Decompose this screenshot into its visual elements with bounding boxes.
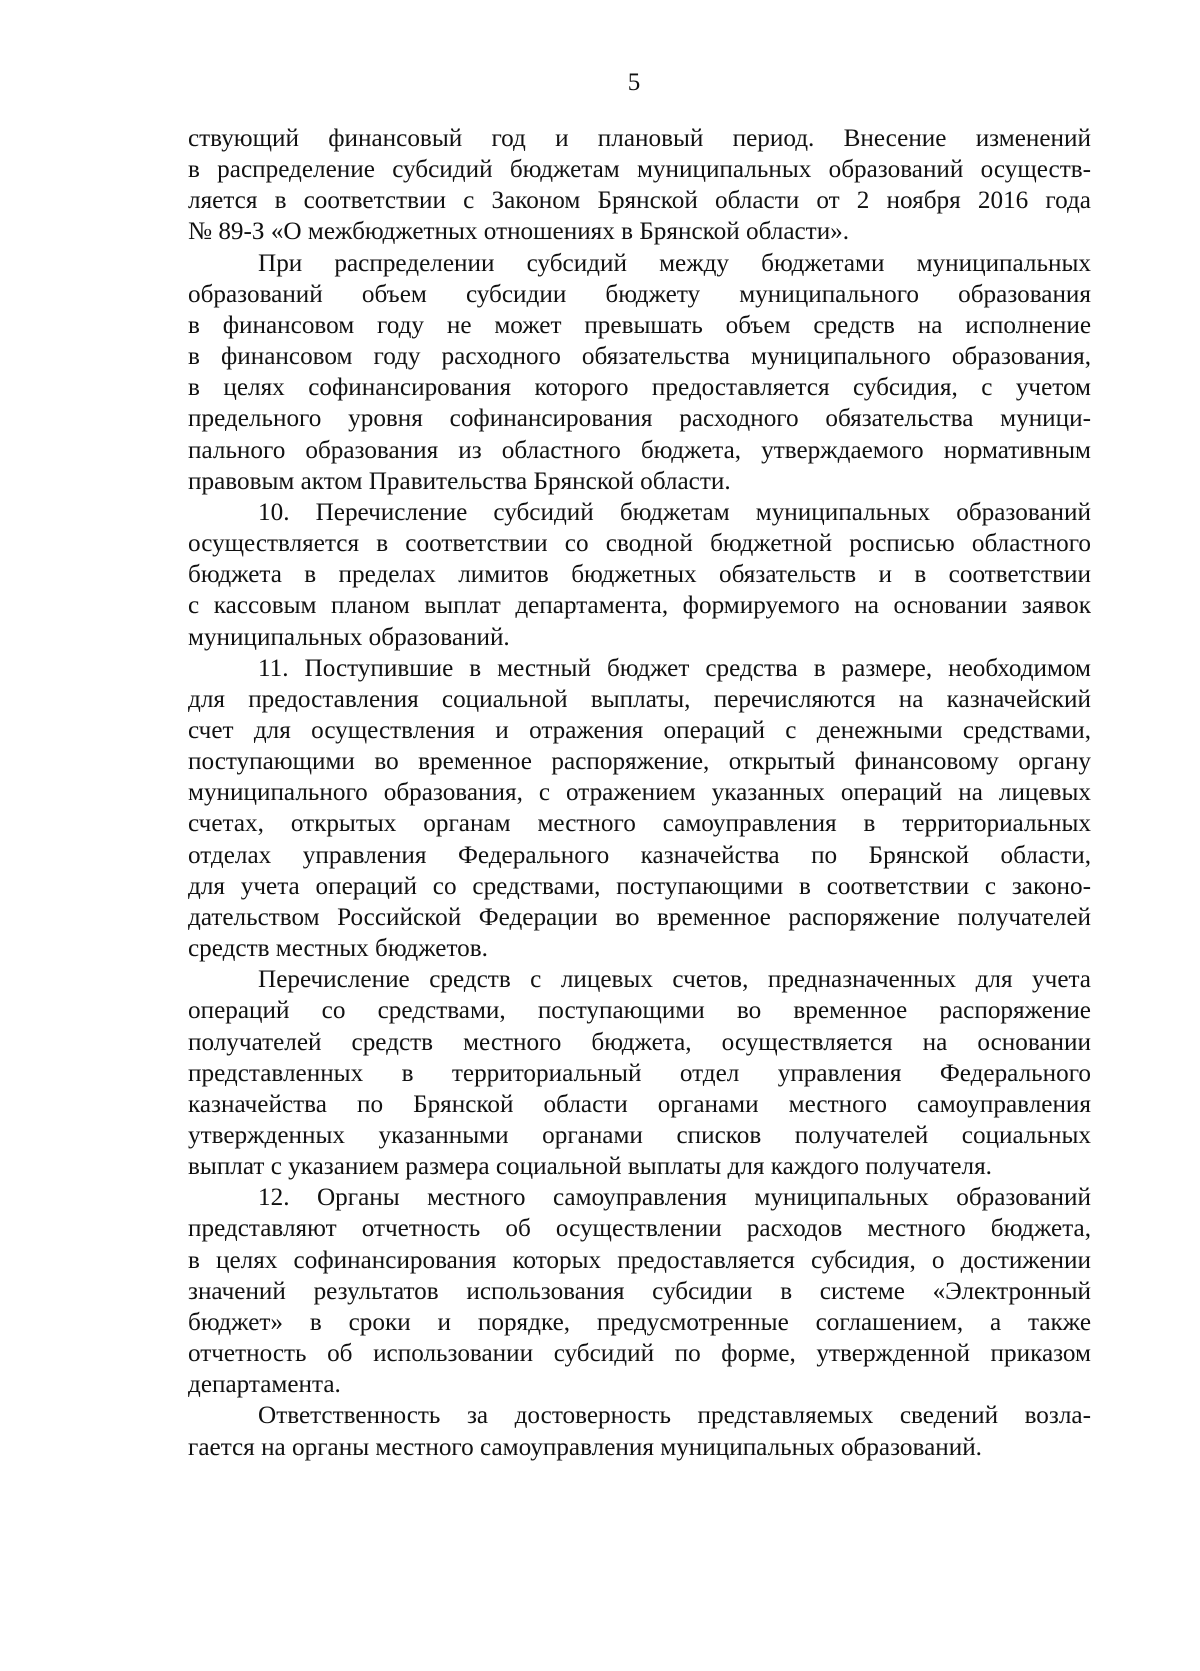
text-line: отчетность об использовании субсидий по форме, утвержденной приказом bbox=[188, 1340, 1091, 1368]
text-line: представленных в территориальный отдел управления Федерального bbox=[188, 1059, 1091, 1087]
text-line: в распределение субсидий бюджетам муниципальных образований осуществ- bbox=[188, 156, 1091, 184]
paragraph bbox=[188, 653, 1091, 965]
text-line: При распределении субсидий между бюджетами муниципальных bbox=[258, 249, 1091, 277]
text-line: 12. Органы местного самоуправления муниципальных образований bbox=[258, 1184, 1091, 1212]
text-line: дательством Российской Федерации во временное распоряжение получателей bbox=[188, 903, 1091, 931]
paragraph bbox=[188, 964, 1091, 1182]
text-line: 10. Перечисление субсидий бюджетам муниципальных образований bbox=[258, 498, 1091, 526]
paragraph bbox=[188, 1182, 1091, 1400]
text-line: для предоставления социальной выплаты, перечисляются на казначейский bbox=[188, 685, 1091, 713]
text-line: бюджет» в сроки и порядке, предусмотренные соглашением, а также bbox=[188, 1308, 1091, 1336]
text-line: предельного уровня софинансирования расходного обязательства муници- bbox=[188, 405, 1091, 433]
text-line: с кассовым планом выплат департамента, формируемого на основании заявок bbox=[188, 592, 1091, 620]
text-line: ствующий финансовый год и плановый период. Внесение изменений bbox=[188, 125, 1091, 152]
text-line: муниципальных образований. bbox=[188, 623, 510, 651]
paragraph bbox=[188, 248, 1091, 497]
document-body bbox=[188, 123, 1091, 1463]
text-line: счетах, открытых органам местного самоуправления в территориальных bbox=[188, 810, 1091, 838]
text-line: для учета операций со средствами, поступающими в соответствии с законо- bbox=[188, 872, 1091, 900]
paragraph bbox=[188, 123, 1091, 248]
paragraph bbox=[188, 497, 1091, 653]
text-line: 11. Поступившие в местный бюджет средства в размере, необходимом bbox=[258, 654, 1091, 682]
text-line: поступающими во временное распоряжение, открытый финансовому органу bbox=[188, 748, 1091, 776]
text-line: в целях софинансирования которых предоставляется субсидия, о достижении bbox=[188, 1246, 1091, 1274]
text-line: осуществляется в соответствии со сводной бюджетной росписью областного bbox=[188, 530, 1091, 558]
text-line: пального образования из областного бюджета, утверждаемого нормативным bbox=[188, 436, 1091, 464]
text-line: бюджета в пределах лимитов бюджетных обязательств и в соответствии bbox=[188, 561, 1091, 589]
text-line: казначейства по Брянской области органами местного самоуправления bbox=[188, 1090, 1091, 1118]
text-line: отделах управления Федерального казначейства по Брянской области, bbox=[188, 841, 1091, 869]
text-line: выплат с указанием размера социальной выплаты для каждого получателя. bbox=[188, 1153, 992, 1181]
text-line: в целях софинансирования которого предоставляется субсидия, с учетом bbox=[188, 374, 1091, 402]
text-line: ляется в соответствии с Законом Брянской области от 2 ноября 2016 года bbox=[188, 187, 1091, 215]
text-line: в финансовом году расходного обязательства муниципального образования, bbox=[188, 343, 1091, 371]
page-number: 5 bbox=[627, 69, 641, 96]
text-line: № 89-З «О межбюджетных отношениях в Брянской области». bbox=[188, 218, 850, 246]
text-line: получателей средств местного бюджета, осуществляется на основании bbox=[188, 1028, 1091, 1056]
text-line: Перечисление средств с лицевых счетов, предназначенных для учета bbox=[258, 966, 1091, 994]
text-line: представляют отчетность об осуществлении расходов местного бюджета, bbox=[188, 1215, 1091, 1243]
text-line: в финансовом году не может превышать объем средств на исполнение bbox=[188, 311, 1091, 339]
text-line: операций со средствами, поступающими во временное распоряжение bbox=[188, 997, 1091, 1025]
text-line: счет для осуществления и отражения операций с денежными средствами, bbox=[188, 716, 1091, 744]
text-line: департамента. bbox=[188, 1371, 341, 1399]
text-line: гается на органы местного самоуправления муниципальных образований. bbox=[188, 1433, 982, 1461]
paragraph bbox=[188, 1400, 1091, 1462]
text-line: средств местных бюджетов. bbox=[188, 935, 488, 963]
text-line: утвержденных указанными органами списков получателей социальных bbox=[188, 1122, 1091, 1149]
text-line: образований объем субсидии бюджету муниципального образования bbox=[188, 280, 1091, 308]
text-line: муниципального образования, с отражением указанных операций на лицевых bbox=[188, 779, 1091, 807]
text-line: Ответственность за достоверность представляемых сведений возла- bbox=[258, 1402, 1091, 1430]
text-line: значений результатов использования субсидии в системе «Электронный bbox=[188, 1277, 1091, 1305]
text-line: правовым актом Правительства Брянской области. bbox=[188, 467, 731, 495]
